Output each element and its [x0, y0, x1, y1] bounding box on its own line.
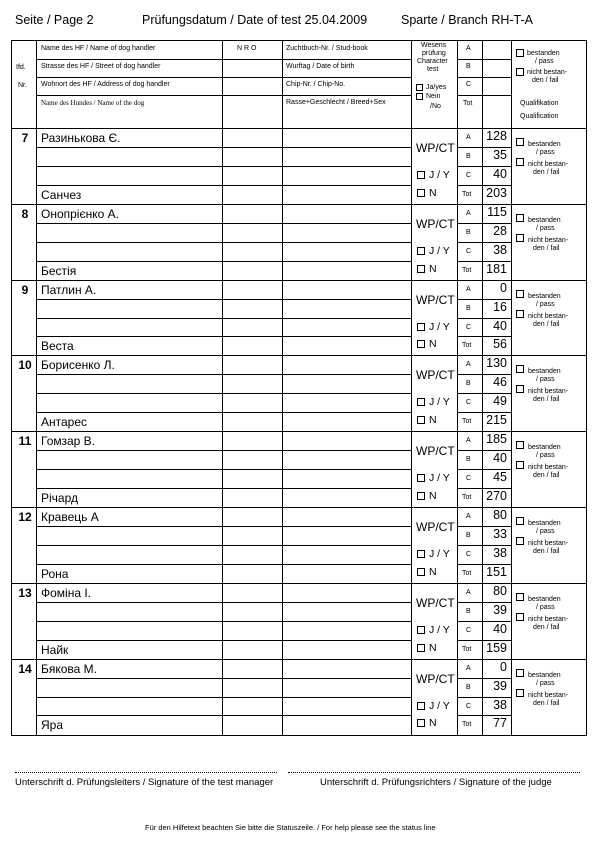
- handler-name: Бякова М.: [41, 661, 98, 676]
- char-yes-checkbox[interactable]: [417, 323, 425, 331]
- char-no-label: N: [429, 641, 437, 654]
- fail-label-2: den / fail: [533, 396, 560, 404]
- wpct-label: WP/CT: [416, 141, 455, 155]
- wpct-label: WP/CT: [416, 595, 455, 610]
- dog-name: Веста: [41, 339, 74, 354]
- fail-label-1: nicht bestan-: [528, 691, 569, 699]
- dog-name: Рона: [41, 566, 69, 581]
- char-no-checkbox[interactable]: [417, 265, 425, 273]
- score-c: 38: [493, 545, 507, 560]
- char-yes-label: J / Y: [429, 472, 450, 485]
- dog-name: Антарес: [41, 415, 88, 430]
- char-yes-label: J / Y: [429, 623, 450, 636]
- score-a-label: A: [466, 588, 471, 596]
- score-b: 46: [493, 375, 507, 390]
- col-address: Wohnort des HF / Address of dog handler: [41, 81, 170, 88]
- score-a-label: A: [466, 285, 471, 293]
- signature-manager-label: Unterschrift d. Prüfungsleiters / Signature of the test manager: [15, 777, 274, 788]
- char-no-label: N: [429, 262, 437, 275]
- fail-checkbox[interactable]: [516, 385, 524, 393]
- score-a-label: A: [466, 361, 471, 369]
- score-a: 0: [500, 659, 507, 674]
- pass-checkbox[interactable]: [516, 593, 524, 601]
- pass-label-1: bestanden: [528, 368, 561, 376]
- score-b-label: B: [466, 380, 471, 388]
- fail-label-1: nicht bestan-: [528, 161, 569, 168]
- score-c-label: C: [466, 247, 472, 255]
- entry-number: 8: [21, 206, 29, 221]
- char-yes-checkbox[interactable]: [417, 474, 425, 482]
- handler-name: Гомзар В.: [41, 434, 96, 449]
- char-yes-checkbox[interactable]: [417, 550, 425, 558]
- test-date: Prüfungsdatum / Date of test 25.04.2009: [142, 13, 368, 27]
- score-total: 159: [486, 640, 507, 655]
- col-tot: Tot: [463, 100, 473, 107]
- pass-label-1: bestanden: [528, 216, 561, 224]
- score-a: 115: [487, 204, 507, 219]
- col-street: Strasse des HF / Street of dog handler: [41, 63, 161, 70]
- char-yes-label: J / Y: [429, 168, 450, 181]
- handler-name: Патлин А.: [41, 282, 97, 297]
- pass-label-1: bestanden: [528, 520, 561, 527]
- char-yes-label: J / Y: [429, 547, 450, 560]
- handler-name: Кравець А: [41, 510, 99, 524]
- signature-line-manager: [15, 772, 277, 773]
- char-yes-label: J / Y: [429, 396, 450, 409]
- score-total: 215: [486, 413, 507, 428]
- fail-checkbox[interactable]: [516, 234, 524, 242]
- score-b: 16: [493, 299, 507, 314]
- score-b: 39: [493, 678, 507, 693]
- pass-label-1: bestanden: [528, 595, 561, 603]
- head-pass-label-1: bestanden: [527, 50, 560, 57]
- char-no-checkbox[interactable]: [417, 416, 425, 424]
- score-a: 0: [500, 280, 507, 295]
- signature-judge-label: Unterschrift d. Prüfungsrichters / Signature of the judge: [320, 777, 552, 788]
- char-yes-label: J / Y: [429, 699, 450, 712]
- score-c: 40: [493, 621, 507, 636]
- pass-label-2: / pass: [536, 149, 555, 156]
- col-b: B: [466, 63, 471, 70]
- score-c-label: C: [466, 626, 472, 634]
- score-a: 80: [493, 583, 507, 598]
- char-no-checkbox[interactable]: [417, 644, 425, 652]
- head-fail-checkbox: [516, 68, 524, 76]
- entry-number: 14: [18, 661, 32, 676]
- col-c: C: [466, 81, 472, 88]
- score-b-label: B: [466, 152, 471, 160]
- wpct-label: WP/CT: [416, 368, 455, 383]
- char-no-label: N: [429, 186, 437, 199]
- score-tot-label: Tot: [462, 418, 472, 426]
- fail-label-2: den / fail: [533, 320, 560, 328]
- handler-name: Фоміна І.: [41, 585, 92, 600]
- char-no-label-1: Nein: [426, 93, 441, 100]
- fail-label-1: nicht bestan-: [528, 388, 569, 396]
- pass-checkbox[interactable]: [516, 214, 524, 222]
- score-c: 38: [493, 242, 507, 257]
- col-birth: Wurftag / Date of birth: [286, 63, 355, 70]
- wpct-label: WP/CT: [416, 671, 455, 686]
- score-total: 203: [486, 185, 507, 200]
- fail-checkbox[interactable]: [516, 537, 524, 545]
- char-label-1: Wesens: [421, 42, 447, 49]
- pass-checkbox[interactable]: [516, 517, 524, 525]
- dog-name: Яра: [41, 718, 64, 733]
- head-fail-label-2: den / fail: [532, 77, 559, 84]
- char-yes-checkbox[interactable]: [417, 247, 425, 255]
- results-table: [11, 40, 587, 736]
- score-a-label: A: [466, 134, 471, 141]
- score-total: 56: [493, 337, 507, 352]
- char-no-checkbox[interactable]: [417, 719, 425, 727]
- pass-label-2: / pass: [536, 679, 555, 687]
- score-b-label: B: [466, 683, 471, 691]
- fail-checkbox[interactable]: [516, 461, 524, 469]
- fail-label-2: den / fail: [533, 169, 560, 176]
- score-tot-label: Tot: [462, 494, 472, 502]
- fail-label-2: den / fail: [533, 472, 560, 480]
- pass-label-2: / pass: [536, 452, 555, 460]
- wpct-label: WP/CT: [416, 216, 455, 231]
- char-yes-checkbox[interactable]: [417, 702, 425, 710]
- score-total: 181: [486, 261, 507, 276]
- pass-label-1: bestanden: [528, 141, 561, 148]
- score-b-label: B: [466, 456, 471, 464]
- fail-label-1: nicht bestan-: [528, 540, 569, 547]
- fail-label-2: den / fail: [533, 623, 560, 631]
- entry-number: 11: [18, 434, 32, 449]
- pass-checkbox[interactable]: [516, 365, 524, 373]
- fail-checkbox[interactable]: [516, 158, 524, 166]
- pass-label-2: / pass: [536, 300, 555, 308]
- entry-number: 12: [18, 510, 32, 524]
- head-fail-label-1: nicht bestan-: [527, 69, 568, 76]
- entry-number: 7: [21, 131, 29, 145]
- dog-name: Санчез: [41, 187, 82, 202]
- fail-label-2: den / fail: [533, 548, 560, 555]
- score-c: 40: [493, 318, 507, 333]
- pass-label-2: / pass: [536, 528, 555, 535]
- handler-name: Борисенко Л.: [41, 358, 115, 373]
- handler-name: Разинькова Є.: [41, 131, 121, 145]
- wpct-label: WP/CT: [416, 444, 455, 459]
- score-c-label: C: [466, 475, 472, 483]
- score-a: 130: [486, 356, 507, 371]
- head-qual-label-2: Qualification: [520, 113, 559, 120]
- score-c-label: C: [466, 702, 472, 710]
- fail-label-2: den / fail: [533, 699, 560, 707]
- score-b-label: B: [466, 228, 471, 236]
- score-a-label: A: [466, 437, 471, 445]
- fail-label-1: nicht bestan-: [528, 236, 569, 244]
- col-a: A: [466, 45, 471, 52]
- score-b-label: B: [466, 531, 471, 539]
- char-no-label: N: [429, 717, 437, 730]
- score-total: 77: [493, 716, 507, 731]
- fail-checkbox[interactable]: [516, 689, 524, 697]
- score-a: 80: [493, 508, 507, 522]
- char-no-label: N: [429, 414, 437, 427]
- entry-number: 10: [18, 358, 32, 373]
- score-a-label: A: [466, 209, 471, 217]
- pass-checkbox[interactable]: [516, 138, 524, 146]
- col-handler-name: Name des HF / Name of dog handler: [41, 45, 156, 52]
- head-qual-label-1: Qualifikation: [520, 100, 559, 107]
- char-yes-checkbox: [416, 84, 423, 91]
- score-c-label: C: [466, 399, 472, 407]
- char-no-checkbox[interactable]: [417, 340, 425, 348]
- entry-number: 9: [21, 282, 29, 297]
- pass-label-1: bestanden: [528, 292, 561, 300]
- lfd-label-1: Ifd.: [16, 64, 26, 71]
- char-no-label: N: [429, 338, 437, 351]
- score-a: 185: [486, 432, 507, 447]
- fail-label-1: nicht bestan-: [528, 615, 569, 623]
- branch: Sparte / Branch RH-T-A: [401, 13, 533, 27]
- char-label-4: test: [427, 66, 439, 73]
- char-yes-label: J / Y: [429, 320, 450, 333]
- char-yes-checkbox[interactable]: [417, 171, 425, 179]
- score-b-label: B: [466, 607, 471, 615]
- score-a-label: A: [466, 664, 471, 672]
- head-pass-label-2: / pass: [535, 58, 554, 65]
- pass-label-2: / pass: [536, 603, 555, 611]
- char-no-checkbox: [416, 93, 423, 100]
- col-dog-name: Name des Hundes / Name of the dog: [41, 99, 145, 107]
- fail-checkbox[interactable]: [516, 310, 524, 318]
- score-a: 128: [486, 129, 507, 143]
- handler-name: Онопрієнко А.: [41, 206, 119, 221]
- score-tot-label: Tot: [462, 266, 472, 274]
- dog-name: Найк: [41, 642, 69, 657]
- char-no-checkbox[interactable]: [417, 568, 425, 576]
- help-text: Für den Hilfetext beachten Sie bitte die Statuszeile. / For help please see the status line: [145, 823, 436, 832]
- char-no-checkbox[interactable]: [417, 492, 425, 500]
- score-c: 40: [493, 166, 507, 181]
- score-b-label: B: [466, 304, 471, 312]
- score-c-label: C: [466, 171, 472, 179]
- dog-name: Річард: [41, 491, 78, 506]
- pass-checkbox[interactable]: [516, 290, 524, 298]
- char-no-label: N: [429, 565, 437, 578]
- page-number: Seite / Page 2: [15, 13, 94, 27]
- col-studbook: Zuchtbuch-Nr. / Stud-book: [286, 45, 368, 52]
- score-c-label: C: [466, 323, 472, 331]
- char-yes-label: Ja/yes: [426, 84, 447, 91]
- score-total: 151: [486, 564, 507, 579]
- char-no-label: N: [429, 490, 437, 503]
- score-tot-label: Tot: [462, 342, 472, 350]
- entry-number: 13: [18, 585, 32, 600]
- pass-label-2: / pass: [536, 224, 555, 232]
- score-a-label: A: [466, 513, 471, 520]
- pass-label-1: bestanden: [528, 671, 561, 679]
- char-yes-checkbox[interactable]: [417, 626, 425, 634]
- wpct-label: WP/CT: [416, 520, 455, 534]
- score-c: 38: [493, 697, 507, 712]
- score-b: 35: [493, 147, 507, 162]
- fail-label-1: nicht bestan-: [528, 464, 569, 472]
- score-b: 40: [493, 451, 507, 466]
- score-b: 33: [493, 526, 507, 541]
- col-breed: Rasse+Geschlecht / Breed+Sex: [286, 99, 386, 106]
- col-nro: N R O: [237, 45, 257, 52]
- fail-checkbox[interactable]: [516, 613, 524, 621]
- signature-line-judge: [288, 772, 580, 773]
- score-tot-label: Tot: [462, 190, 472, 198]
- score-b: 28: [493, 223, 507, 238]
- char-yes-label: J / Y: [429, 244, 450, 257]
- score-c-label: C: [466, 550, 472, 558]
- dog-name: Бестія: [41, 263, 77, 278]
- score-tot-label: Tot: [462, 645, 472, 653]
- char-yes-checkbox[interactable]: [417, 398, 425, 406]
- fail-label-1: nicht bestan-: [528, 312, 569, 320]
- score-c: 45: [493, 470, 507, 485]
- score-tot-label: Tot: [462, 569, 472, 577]
- score-b: 39: [493, 602, 507, 617]
- score-tot-label: Tot: [462, 721, 472, 729]
- head-pass-checkbox: [516, 49, 524, 57]
- fail-label-2: den / fail: [533, 244, 560, 252]
- lfd-label-2: Nr.: [18, 82, 27, 89]
- score-c: 49: [493, 394, 507, 409]
- char-label-2: prüfung: [422, 50, 446, 57]
- col-chip: Chip-Nr. / Chip-No.: [286, 81, 346, 88]
- score-total: 270: [486, 489, 507, 504]
- wpct-label: WP/CT: [416, 292, 455, 307]
- char-no-checkbox[interactable]: [417, 189, 425, 197]
- pass-label-2: / pass: [536, 376, 555, 384]
- pass-checkbox[interactable]: [516, 441, 524, 449]
- char-label-3: Character: [417, 58, 448, 65]
- pass-label-1: bestanden: [528, 444, 561, 452]
- pass-checkbox[interactable]: [516, 669, 524, 677]
- char-no-label-2: /No: [430, 103, 441, 110]
